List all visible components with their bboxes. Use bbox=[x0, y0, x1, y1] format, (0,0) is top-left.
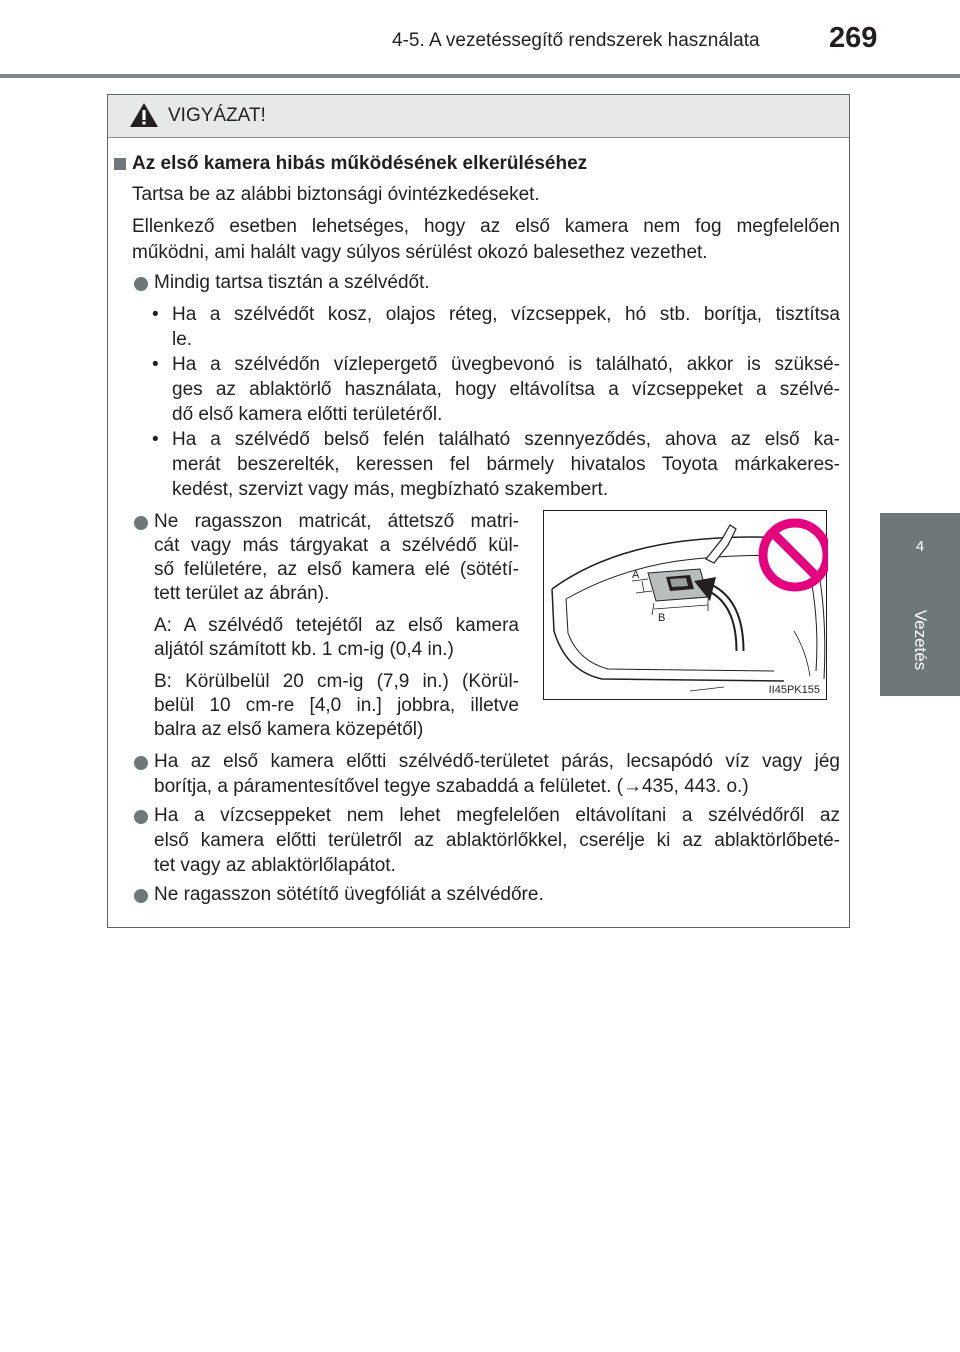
prohibition-icon bbox=[763, 523, 827, 587]
intro-paragraph-line: Ellenkező esetben lehetséges, hogy az első kamera nem fog megfelelően bbox=[132, 216, 840, 237]
bullet-item-line: borítja, a páramentesítővel tegye szabaddá a felületet. (→435, 443. o.) bbox=[154, 776, 749, 797]
windshield-figure bbox=[543, 510, 827, 700]
sub-item-line: ges az ablaktörlő használata, hogy eltávolítsa a vízcseppeket a szélvé- bbox=[172, 379, 840, 400]
round-bullet-icon bbox=[134, 756, 148, 770]
bullet-item-line: Ha a vízcseppeket nem lehet megfelelően eltávolítani a szélvédőről az bbox=[154, 805, 840, 826]
figure-code: II45PK155 bbox=[768, 684, 820, 696]
sub-bullet-marker: • bbox=[152, 304, 159, 325]
note-b-line: belül 10 cm-re [4,0 in.] jobbra, illetve bbox=[154, 695, 519, 716]
sub-item-line: le. bbox=[172, 329, 193, 350]
note-a-line: aljától számított kb. 1 cm-ig (0,4 in.) bbox=[154, 639, 454, 660]
sub-item-line: dő első kamera előtti területéről. bbox=[172, 404, 443, 425]
sub-item-line: Ha a szélvédőt kosz, olajos réteg, vízcseppek, hó stb. borítja, tisztítsa bbox=[172, 304, 840, 325]
sub-item-line: Ha a szélvédőn vízlepergető üvegbevonó is található, akkor is szüksé- bbox=[172, 354, 840, 375]
header-rule bbox=[0, 74, 960, 78]
bullet-item-line: tett terület az ábrán). bbox=[154, 583, 330, 604]
warning-title: VIGYÁZAT! bbox=[168, 105, 266, 126]
bullet-item-line: tet vagy az ablaktörlőlapátot. bbox=[154, 855, 396, 876]
note-b-line: B: Körülbelül 20 cm-ig (7,9 in.) (Körül- bbox=[154, 671, 519, 692]
bullet-item-line: Ne ragasszon matricát, áttetsző matri- bbox=[154, 511, 519, 532]
chapter-label: Vezetés bbox=[911, 609, 930, 671]
intro-line: Tartsa be az alábbi biztonsági óvintézkedéseket. bbox=[132, 184, 540, 205]
dimension-b-label: B bbox=[658, 612, 666, 624]
bullet-item-line: cát vagy más tárgyakat a szélvédő kül- bbox=[154, 535, 519, 556]
dimension-a-label: A bbox=[632, 569, 640, 581]
round-bullet-icon bbox=[134, 277, 148, 291]
warning-header bbox=[108, 95, 849, 138]
warning-triangle-icon bbox=[129, 102, 159, 133]
bullet-item-line: első kamera előtti területről az ablaktörlőkkel, cserélje ki az ablaktörlőbeté- bbox=[154, 830, 840, 851]
windshield-illustration bbox=[544, 511, 828, 701]
section-heading: Az első kamera hibás működésének elkerüléséhez bbox=[132, 153, 588, 174]
square-bullet-icon bbox=[114, 158, 126, 170]
sub-bullet-marker: • bbox=[152, 429, 159, 450]
intro-paragraph-line: működni, ami halált vagy súlyos sérülést okozó balesethez vezethet. bbox=[132, 242, 708, 263]
bullet-item-line: Ha az első kamera előtti szélvédő-területet párás, lecsapódó víz vagy jég bbox=[154, 751, 840, 772]
sub-item-line: merát beszerelték, keressen fel bármely hivatalos Toyota márkakeres- bbox=[172, 454, 840, 475]
sub-item-line: kedést, szervizt vagy más, megbízható szakembert. bbox=[172, 479, 609, 500]
bullet-item: Mindig tartsa tisztán a szélvédőt. bbox=[154, 272, 430, 293]
note-a-line: A: A szélvédő tetejétől az első kamera bbox=[154, 615, 519, 636]
sub-bullet-marker: • bbox=[152, 354, 159, 375]
round-bullet-icon bbox=[134, 516, 148, 530]
round-bullet-icon bbox=[134, 889, 148, 903]
note-b-line: balra az első kamera közepétől) bbox=[154, 719, 424, 740]
chapter-number: 4 bbox=[915, 538, 925, 555]
bullet-item-line: ső felületére, az első kamera elé (sötétí- bbox=[154, 559, 519, 580]
page-number: 269 bbox=[829, 22, 878, 54]
bullet-item: Ne ragasszon sötétítő üvegfóliát a szélvédőre. bbox=[154, 884, 544, 905]
sub-item-line: Ha a szélvédő belső felén található szennyeződés, ahova az első ka- bbox=[172, 429, 840, 450]
running-header: 4-5. A vezetéssegítő rendszerek használata bbox=[392, 30, 760, 51]
round-bullet-icon bbox=[134, 810, 148, 824]
